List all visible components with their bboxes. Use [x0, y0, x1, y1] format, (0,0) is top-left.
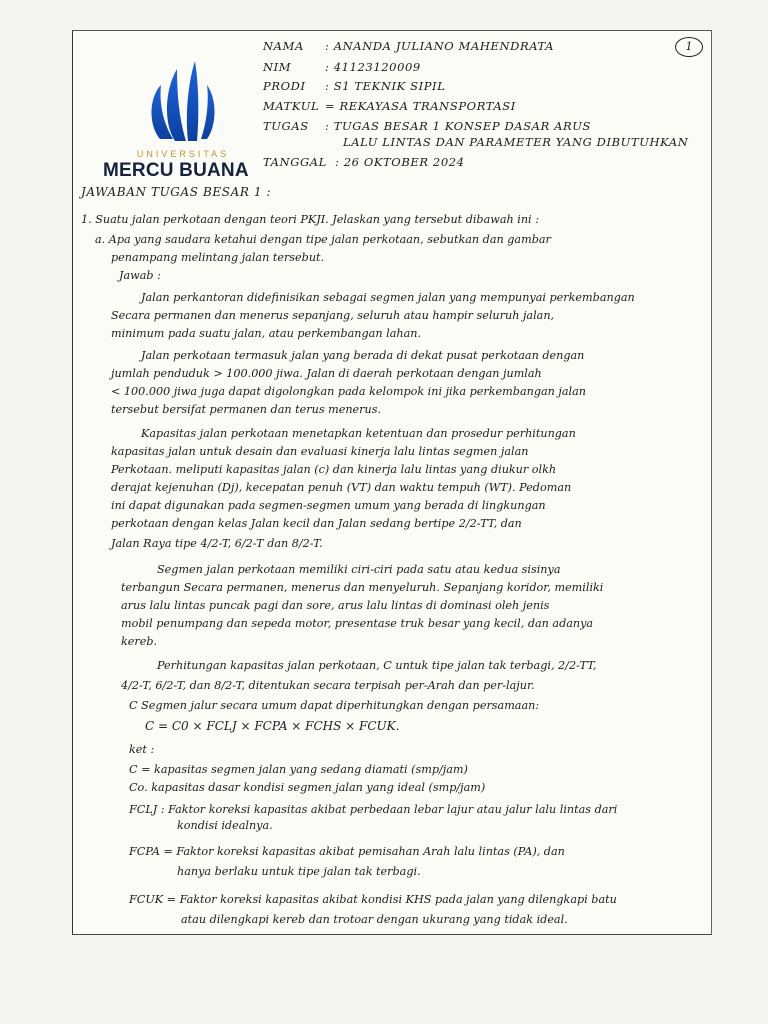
paragraph-line: < 100.000 jiwa juga dapat digolongkan pada kelompok ini jika perkembangan jalan [111, 385, 587, 398]
meta-row [263, 99, 516, 113]
legend-line: kondisi idealnya. [177, 819, 273, 832]
question-line: a. Apa yang saudara ketahui dengan tipe jalan perkotaan, sebutkan dan gambar [95, 233, 551, 246]
page-number: 1 [675, 37, 703, 57]
meta-row [263, 60, 421, 74]
paragraph-line: kereb. [121, 635, 158, 648]
paragraph-line: Jalan Raya tipe 4/2-T, 6/2-T dan 8/2-T. [111, 537, 323, 550]
paragraph-line: Segmen jalan perkotaan memiliki ciri-ciri pada satu atau kedua sisinya [157, 563, 561, 576]
university-logo [103, 45, 263, 181]
paragraph-line: Secara permanen dan menerus sepanjang, seluruh atau hampir seluruh jalan, [111, 309, 555, 322]
paragraph-line: kapasitas jalan untuk desain dan evaluasi kinerja lalu lintas segmen jalan [111, 445, 529, 458]
paragraph-line: perkotaan dengan kelas Jalan kecil dan Jalan sedang bertipe 2/2-TT, dan [111, 517, 522, 530]
answer-sheet [72, 30, 712, 935]
meta-value: : 26 OKTOBER 2024 [335, 155, 465, 169]
paragraph-line: 4/2-T, 6/2-T, dan 8/2-T, ditentukan secara terpisah per-Arah dan per-lajur. [121, 679, 535, 692]
paragraph-line: Jalan perkantoran didefinisikan sebagai segmen jalan yang mempunyai perkembangan [141, 291, 635, 304]
logo-university-name: MERCU BUANA [103, 160, 249, 181]
paragraph-line: Perkotaan. meliputi kapasitas jalan (c) dan kinerja lalu lintas yang diukur olkh [111, 463, 557, 476]
question-line: penampang melintang jalan tersebut. [111, 251, 325, 264]
legend-line: hanya berlaku untuk tipe jalan tak terbagi. [177, 865, 421, 878]
meta-row [263, 79, 445, 93]
paragraph-line: tersebut bersifat permanen dan terus menerus. [111, 403, 382, 416]
meta-key: PRODI [263, 79, 306, 93]
paragraph-line: ini dapat digunakan pada segmen-segmen umum yang berada di lingkungan [111, 499, 546, 512]
paragraph-line: derajat kejenuhan (Dj), kecepatan penuh (VT) dan waktu tempuh (WT). Pedoman [111, 481, 572, 494]
meta-key: MATKUL [263, 99, 320, 113]
legend-line: Co. kapasitas dasar kondisi segmen jalan yang ideal (smp/jam) [129, 781, 486, 794]
question-line: 1. Suatu jalan perkotaan dengan teori PKJI. Jelaskan yang tersebut dibawah ini : [81, 213, 539, 226]
meta-value: = REKAYASA TRANSPORTASI [325, 99, 516, 113]
paragraph-line: terbangun Secara permanen, menerus dan menyeluruh. Sepanjang koridor, memiliki [121, 581, 604, 594]
meta-key: TANGGAL [263, 155, 327, 169]
legend-line: C = kapasitas segmen jalan yang sedang diamati (smp/jam) [129, 763, 468, 776]
mercu-buana-emblem-icon [103, 45, 263, 149]
meta-value: : S1 TEKNIK SIPIL [325, 79, 446, 93]
answer-heading: JAWABAN TUGAS BESAR 1 : [81, 185, 272, 199]
legend-line: FCLJ : Faktor koreksi kapasitas akibat perbedaan lebar lajur atau jalur lalu lintas dari [129, 803, 618, 816]
logo-university-label: UNIVERSITAS [136, 149, 230, 159]
meta-key: TUGAS [263, 119, 309, 133]
meta-row [263, 39, 554, 53]
legend-line: FCUK = Faktor koreksi kapasitas akibat kondisi KHS pada jalan yang dilengkapi batu [129, 893, 617, 906]
legend-heading: ket : [129, 743, 155, 756]
meta-row [263, 119, 591, 133]
answer-label: Jawab : [119, 269, 161, 282]
paragraph-line: Jalan perkotaan termasuk jalan yang berada di dekat pusat perkotaan dengan [141, 349, 585, 362]
meta-value: : 41123120009 [325, 60, 421, 74]
paragraph-line: Kapasitas jalan perkotaan menetapkan ketentuan dan prosedur perhitungan [141, 427, 576, 440]
meta-row [263, 155, 465, 169]
meta-value: : TUGAS BESAR 1 KONSEP DASAR ARUS [325, 119, 592, 133]
meta-value: LALU LINTAS DAN PARAMETER YANG DIBUTUHKAN [343, 135, 689, 149]
paragraph-line: Perhitungan kapasitas jalan perkotaan, C untuk tipe jalan tak terbagi, 2/2-TT, [157, 659, 597, 672]
legend-line: atau dilengkapi kereb dan trotoar dengan ukurang yang tidak ideal. [181, 913, 568, 926]
capacity-equation: C = C0 × FCLJ × FCPA × FCHS × FCUK. [145, 719, 400, 733]
paragraph-line: jumlah penduduk > 100.000 jiwa. Jalan di daerah perkotaan dengan jumlah [111, 367, 542, 380]
meta-key: NIM [263, 60, 292, 74]
meta-row-continuation [343, 135, 688, 149]
meta-key: NAMA [263, 39, 304, 53]
paragraph-line: C Segmen jalur secara umum dapat diperhitungkan dengan persamaan: [129, 699, 540, 712]
paragraph-line: minimum pada suatu jalan, atau perkembangan lahan. [111, 327, 421, 340]
paragraph-line: arus lalu lintas puncak pagi dan sore, arus lalu lintas di dominasi oleh jenis [121, 599, 550, 612]
meta-value: : ANANDA JULIANO MAHENDRATA [325, 39, 555, 53]
paragraph-line: mobil penumpang dan sepeda motor, presentase truk besar yang kecil, dan adanya [121, 617, 594, 630]
legend-line: FCPA = Faktor koreksi kapasitas akibat pemisahan Arah lalu lintas (PA), dan [129, 845, 565, 858]
